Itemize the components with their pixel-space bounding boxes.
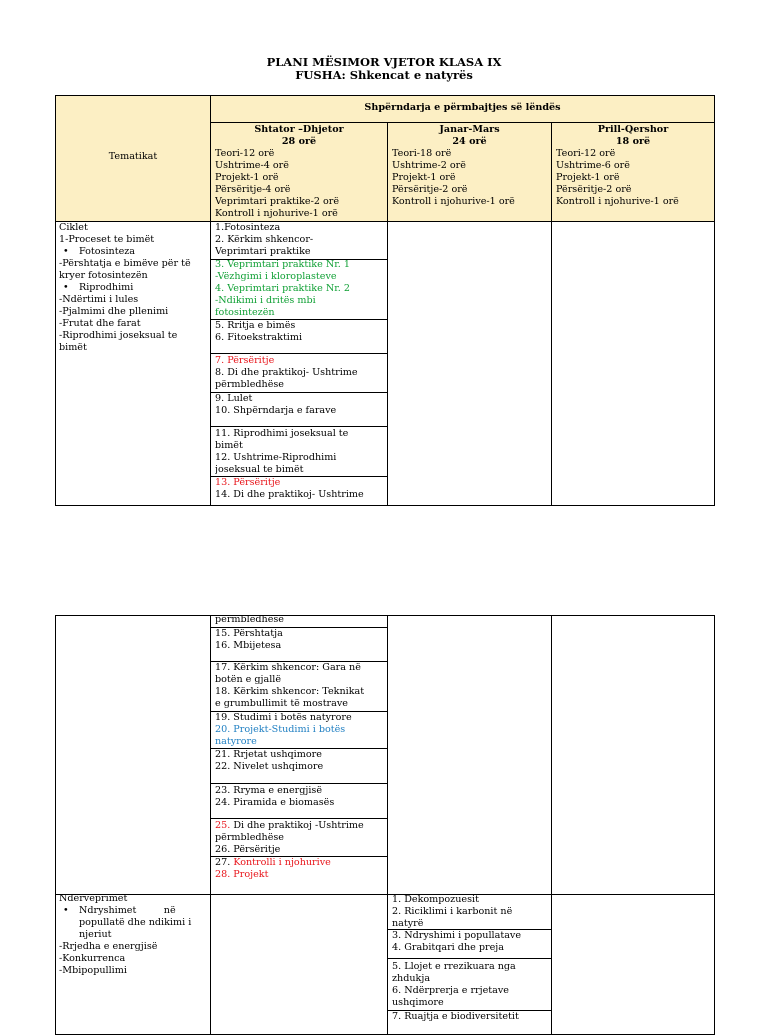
lesson-group-13: 27. Kontrolli i njohurive 28. Projekt	[215, 857, 331, 880]
document-title: PLANI MËSIMOR VJETOR KLASA IX	[266, 55, 502, 69]
lesson-group-8: 17. Kërkim shkencor: Gara në botën e gjallë 18. Kërkim shkencor: Teknikat e grumbullimit të mostrave	[215, 662, 365, 709]
lesson-group-17: 7. Ruajtja e biodiversitetit	[392, 1011, 519, 1022]
lesson-group-15: 3. Ndryshimi i popullatave 4. Grabitqari dhe preja	[392, 930, 522, 953]
lesson-continued: përmbledhëse	[215, 614, 284, 625]
period-3-name: Prill-Qershor	[597, 124, 669, 135]
lesson-group-9: 19. Studimi i botës natyrore 20. Projekt-Studimi i botës natyrore	[215, 712, 352, 747]
lesson-group-14: 1. Dekompozuesit 2. Riciklimi i karbonit në natyrë	[392, 894, 513, 929]
lesson-group-11: 23. Rryma e energjisë 24. Piramida e biomasës	[215, 785, 335, 808]
period-1-hours: 28 orë	[281, 136, 317, 147]
lesson-group-10: 21. Rrjetat ushqimore 22. Nivelet ushqimore	[215, 749, 324, 772]
period-3-breakdown: Teori-12 orë Ushtrime-6 orë Projekt-1 orë Përsëritje-2 orë Kontroll i njohurive-1 orë	[556, 148, 679, 207]
lesson-group-5: 11. Riprodhimi joseksual te bimët 12. Ushtrime-Riprodhimi joseksual te bimët	[215, 428, 349, 475]
tematika-cell: Ciklet 1-Proceset te bimët • Fotosinteza -Përshtatja e bimëve për të kryer fotosintezën • Riprodhimi -Ndërtimi i lules -Pjalmimi dhe pllenimi -Frutat dhe farat -Riprodhimi joseksual te bimët	[59, 222, 209, 354]
lesson-group-2: 5. Rritja e bimës 6. Fitoekstraktimi	[215, 320, 303, 343]
lesson-group-practical: 3. Veprimtari praktike Nr. 1 -Vëzhgimi i kloroplasteve 4. Veprimtari praktike Nr. 2 -Ndikimi i dritës mbi fotosintezën	[215, 259, 350, 318]
period-2-hours: 24 orë	[452, 136, 487, 147]
lesson-group-16: 5. Llojet e rrezikuara nga zhdukja 6. Ndërprerja e rrjetave ushqimore	[392, 961, 516, 1008]
period-1-breakdown: Teori-12 orë Ushtrime-4 orë Projekt-1 orë Përsëritje-4 orë Veprimtari praktike-2 orë Kontroll i njohurive-1 orë	[215, 148, 340, 219]
period-2-breakdown: Teori-18 orë Ushtrime-2 orë Projekt-1 orë Përsëritje-2 orë Kontroll i njohurive-1 orë	[392, 148, 515, 207]
lesson-group-6: 13. Përsëritje 14. Di dhe praktikoj- Ushtrime	[215, 477, 364, 500]
lesson-group-12: 25. Di dhe praktikoj -Ushtrime përmbledhëse 26. Përsëritje	[215, 820, 364, 855]
distribution-header: Shpërndarja e përmbajtjes së lëndës	[364, 102, 561, 113]
tematikat-header: Tematikat	[108, 151, 158, 162]
tematika-cell-2: Ndërveprimet • Ndryshimet në popullatë dhe ndikimi i njeriut -Rrjedha e energjisë -Konkurrenca -Mbipopullimi	[59, 893, 207, 977]
lesson-group-1: 1.Fotosinteza 2. Kërkim shkencor- Veprimtari praktike	[215, 222, 314, 257]
document-subtitle: FUSHA: Shkencat e natyrës	[295, 68, 473, 82]
period-3-hours: 18 orë	[615, 136, 651, 147]
period-1-name: Shtator –Dhjetor	[254, 124, 344, 135]
lesson-group-7: 15. Përshtatja 16. Mbijetesa	[215, 628, 283, 651]
lesson-group-3: 7. Përsëritje 8. Di dhe praktikoj- Ushtrime përmbledhëse	[215, 355, 358, 390]
lesson-group-4: 9. Lulet 10. Shpërndarja e farave	[215, 393, 337, 416]
period-2-name: Janar-Mars	[439, 124, 500, 135]
